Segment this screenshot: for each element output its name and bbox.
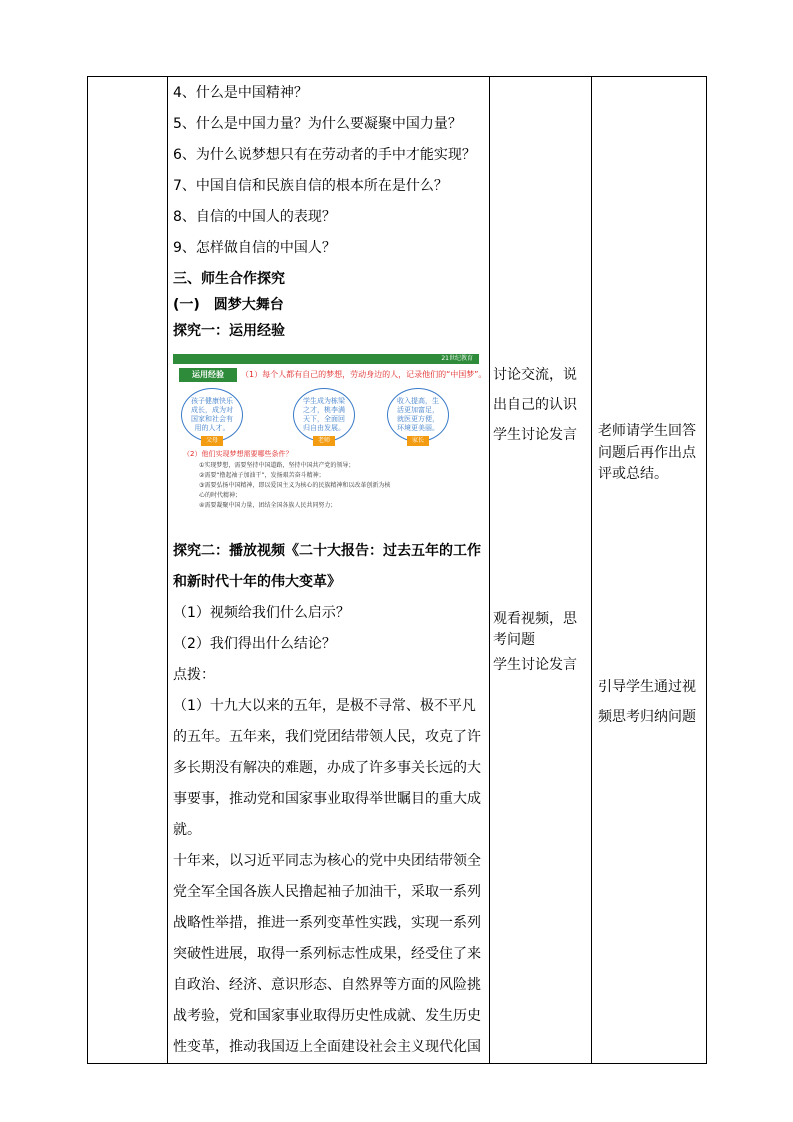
dream-bubble: 收入提高，生活更加富足，就医更方便，环境更美丽。 [387,388,449,442]
column-divider [167,77,168,1063]
question-item: 6、为什么说梦想只有在劳动者的手中才能实现？ [173,147,476,163]
explore1-title: 探究一：运用经验 [173,323,285,339]
hint-paragraph-line: 自政治、经济、意识形态、自然界等方面的风险挑 [173,977,481,993]
dream-bubble: 孩子健康快乐成长，成为对国家和社会有用的人才。 [181,388,243,442]
dream-owner-label: 老师 [313,436,335,446]
hint-paragraph-line: 就。 [173,822,201,838]
student-activity-text: 考问题 [493,632,535,648]
question-item: 9、怎样做自信的中国人？ [173,240,336,256]
figure-question-1: （1）每个人都有自己的梦想，劳动身边的人，记录他们的“中国梦”。 [241,370,487,379]
dream-owner-label: 家长 [407,436,429,446]
figure-question-2: （2）他们实现梦想需要哪些条件？ [183,450,293,458]
dream-owner-label: 父母 [201,436,223,446]
teacher-activity-text: 评或总结。 [598,466,668,482]
teacher-activity-text: 频思考归纳问题 [598,709,696,725]
figure-answer: 心的时代精神； [199,492,242,499]
student-activity-text: 学生讨论发言 [493,427,577,443]
figure-answer: ④需要凝聚中国力量，团结全国各族人民共同努力； [199,502,337,509]
subsection-title: (一) 圆梦大舞台 [173,297,284,313]
video-question: （2）我们得出什么结论？ [173,636,336,652]
student-activity-text: 观看视频，思 [493,611,577,627]
figure-tag: 运用经验 [179,368,237,382]
explore2-title: 和新时代十年的伟大变革》 [173,574,341,590]
dream-bubble: 学生成为栋梁之才，桃李满天下，全面回归自由发展。 [293,388,355,442]
hint-label: 点拨： [173,667,215,683]
figure-header-bar [173,354,479,364]
explore2-title: 探究二：播放视频《二十大报告：过去五年的工作 [173,543,481,559]
hint-paragraph-line: 的五年。五年来，我们党团结带领人民，攻克了许 [173,729,481,745]
hint-paragraph-line: 战考验，党和国家事业取得历史性成就、发生历史 [173,1008,481,1024]
question-item: 7、中国自信和民族自信的根本所在是什么？ [173,178,448,194]
hint-paragraph-line: 多长期没有解决的难题，办成了许多事关长远的大 [173,760,481,776]
student-activity-text: 学生讨论发言 [493,657,577,673]
column-divider [489,77,490,1063]
explore-figure [173,354,487,522]
hint-paragraph-line: 十年来，以习近平同志为核心的党中央团结带领全 [173,853,481,869]
hint-paragraph-line: （1）十九大以来的五年，是极不寻常、极不平凡 [173,698,476,714]
lesson-plan-table [87,76,707,1064]
student-activity-text: 讨论交流，说 [493,367,577,383]
question-item: 8、自信的中国人的表现？ [173,209,336,225]
hint-paragraph-line: 事要事，推动党和国家事业取得举世瞩目的重大成 [173,791,481,807]
student-activity-text: 出自己的认识 [493,397,577,413]
hint-paragraph-line: 突破性进展，取得一系列标志性成果，经受住了来 [173,946,481,962]
column-divider [591,77,592,1063]
video-question: （1）视频给我们什么启示？ [173,605,350,621]
question-item: 5、什么是中国力量？为什么要凝聚中国力量？ [173,116,462,132]
section-title: 三、师生合作探究 [173,271,285,287]
question-item: 4、什么是中国精神？ [173,85,308,101]
hint-paragraph-line: 党全军全国各族人民撸起袖子加油干，采取一系列 [173,884,481,900]
hint-paragraph-line: 战略性举措，推进一系列变革性实践，实现一系列 [173,915,481,931]
figure-answer: ③需要弘扬中国精神，即以爱国主义为核心的民族精神和以改革创新为核 [199,482,391,489]
teacher-activity-text: 问题后再作出点 [598,445,696,461]
logo: 21世纪教育 [441,355,473,362]
hint-paragraph-line: 性变革，推动我国迈上全面建设社会主义现代化国 [173,1039,481,1055]
figure-answer: ②需要“撸起袖子加油干”，发扬艰苦奋斗精神； [199,472,325,479]
figure-answer: ①实现梦想，需要坚持中国道路，坚持中国共产党的领导； [199,462,355,469]
teacher-activity-text: 引导学生通过视 [598,679,696,695]
teacher-activity-text: 老师请学生回答 [598,423,696,439]
